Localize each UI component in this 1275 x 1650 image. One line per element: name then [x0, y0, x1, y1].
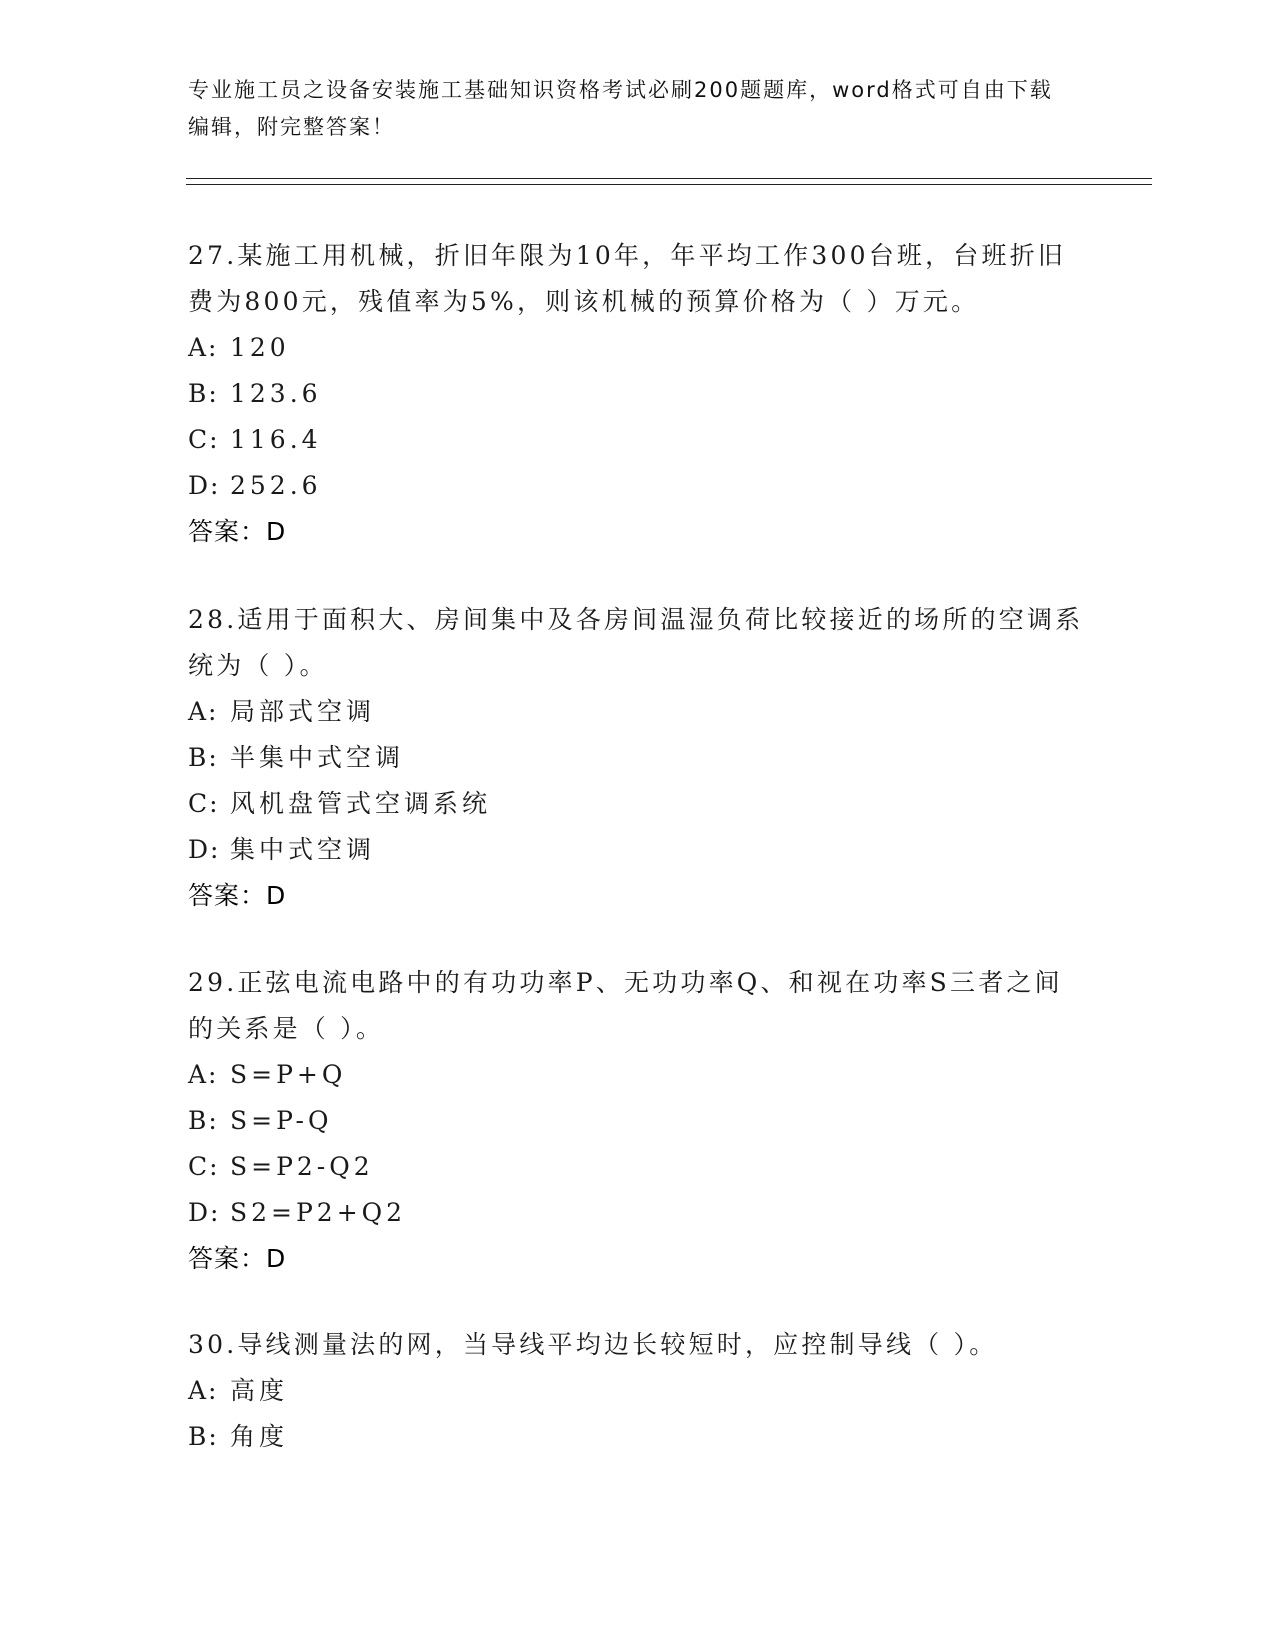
option-text: 集中式空调 [230, 835, 376, 864]
answer-line: 答案：D [188, 517, 287, 546]
option-text: S2=P2+Q2 [230, 1198, 407, 1227]
option-letter: D: [188, 1198, 221, 1227]
question-text: 27.某施工用机械，折旧年限为10年，年平均工作300台班，台班折旧费为800元，残值率为5%，则该机械的预算价格为（ ）万元。 [188, 241, 1067, 316]
question-text: 30.导线测量法的网，当导线平均边长较短时，应控制导线（ ）。 [188, 1330, 998, 1359]
option-a [188, 325, 1088, 371]
option-c [188, 781, 1088, 827]
option-text: 高度 [230, 1376, 289, 1405]
option-text: 120 [230, 333, 290, 362]
answer-line: 答案：D [188, 881, 287, 910]
option-b [188, 735, 1088, 781]
option-text: S=P-Q [230, 1106, 333, 1135]
option-letter: B: [188, 1106, 219, 1135]
option-text: 局部式空调 [230, 697, 376, 726]
option-letter: D: [188, 835, 221, 864]
option-letter: A: [188, 697, 219, 726]
option-letter: A: [188, 1376, 219, 1405]
option-text: 252.6 [230, 471, 322, 500]
question-29 [188, 960, 1088, 1282]
option-letter: B: [188, 743, 219, 772]
header-divider-bottom [186, 184, 1152, 185]
option-letter: A: [188, 333, 219, 362]
option-d [188, 1190, 1088, 1236]
option-text: 半集中式空调 [230, 743, 405, 772]
document-intro: 专业施工员之设备安装施工基础知识资格考试必刷200题题库，word格式可自由下载编辑，附完整答案！ [188, 78, 1053, 139]
option-c [188, 417, 1088, 463]
option-letter: D: [188, 471, 221, 500]
question-30 [188, 1322, 1088, 1460]
option-letter: A: [188, 1060, 219, 1089]
option-text: 风机盘管式空调系统 [230, 789, 492, 818]
option-text: S=P+Q [230, 1060, 347, 1089]
option-text: 116.4 [230, 425, 322, 454]
option-letter: B: [188, 1422, 219, 1451]
option-c [188, 1144, 1088, 1190]
option-d [188, 463, 1088, 509]
option-letter: C: [188, 1152, 220, 1181]
option-b [188, 1414, 1088, 1460]
question-text: 28.适用于面积大、房间集中及各房间温湿负荷比较接近的场所的空调系统为（ ）。 [188, 605, 1084, 680]
option-text: S=P2-Q2 [230, 1152, 374, 1181]
option-b [188, 371, 1088, 417]
option-a [188, 689, 1088, 735]
option-text: 123.6 [230, 379, 322, 408]
question-28 [188, 597, 1088, 919]
option-letter: B: [188, 379, 219, 408]
option-a [188, 1052, 1088, 1098]
answer-line: 答案：D [188, 1244, 287, 1273]
question-text: 29.正弦电流电路中的有功功率P、无功功率Q、和视在功率S三者之间的关系是（ ）。 [188, 968, 1063, 1043]
option-a [188, 1368, 1088, 1414]
option-b [188, 1098, 1088, 1144]
option-letter: C: [188, 789, 220, 818]
header-divider-top [186, 178, 1152, 179]
question-27 [188, 233, 1088, 555]
option-text: 角度 [230, 1422, 289, 1451]
option-d [188, 827, 1088, 873]
option-letter: C: [188, 425, 220, 454]
